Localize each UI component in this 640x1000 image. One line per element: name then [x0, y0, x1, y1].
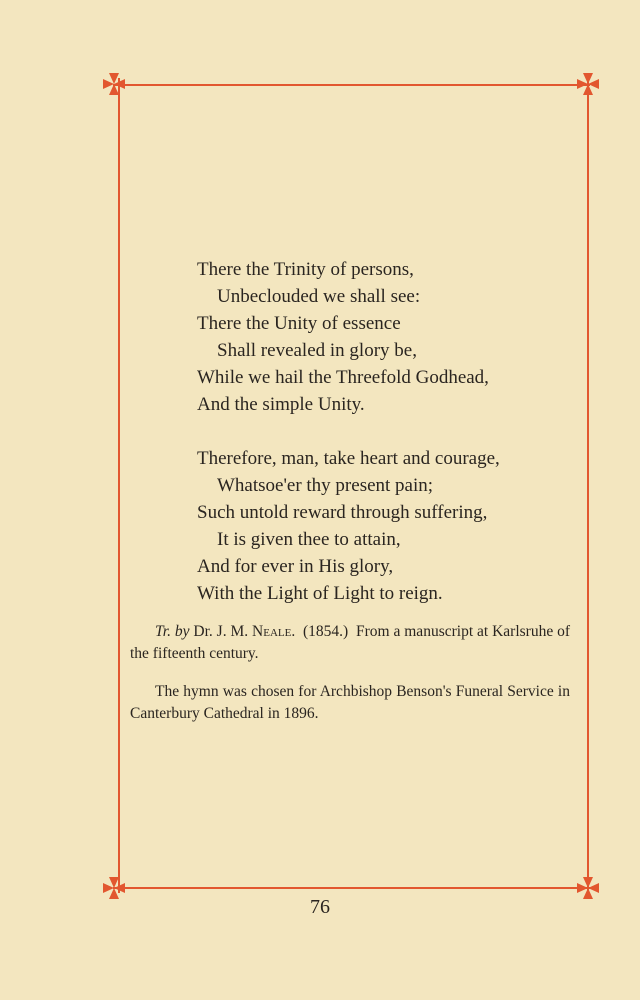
poem-line: Therefore, man, take heart and courage, [197, 448, 500, 469]
border-left [118, 78, 120, 893]
poem-line: Shall revealed in glory be, [217, 340, 417, 361]
page-number: 76 [310, 896, 330, 918]
poem [197, 256, 557, 607]
manuscript-source: From a manuscript at Karlsruhe of the fifteenth century. [130, 623, 571, 662]
poem-line: And for ever in His glory, [197, 556, 394, 577]
note-text: The hymn was chosen for Archbishop Benson's Funeral Service in Canterbury Cathedral in 1896. [130, 683, 570, 722]
translator-title: Dr. J. M. [193, 623, 249, 640]
poem-line: Whatsoe'er thy present pain; [217, 475, 434, 496]
border-right [587, 78, 589, 893]
corner-cross-top-left-icon [102, 72, 126, 96]
funeral-note [130, 681, 570, 725]
poem-line: With the Light of Light to reign. [197, 583, 443, 604]
translation-year: (1854.) [303, 623, 349, 640]
poem-line: There the Unity of essence [197, 313, 401, 334]
translator-name: Neale. [252, 623, 296, 640]
poem-line: It is given thee to attain, [217, 529, 401, 550]
poem-line: Unbeclouded we shall see: [217, 286, 421, 307]
poem-line: While we hail the Threefold Godhead, [197, 367, 489, 388]
poem-line: Such untold reward through suffering, [197, 502, 488, 523]
poem-line: And the simple Unity. [197, 394, 365, 415]
border-top [113, 84, 590, 86]
stanza-2 [197, 445, 557, 607]
stanza-1 [197, 256, 557, 418]
poem-line: There the Trinity of persons, [197, 259, 414, 280]
border-bottom [113, 887, 590, 889]
translation-attribution [130, 621, 570, 665]
corner-cross-top-right-icon [576, 72, 600, 96]
translator-label: Tr. by [155, 623, 190, 640]
